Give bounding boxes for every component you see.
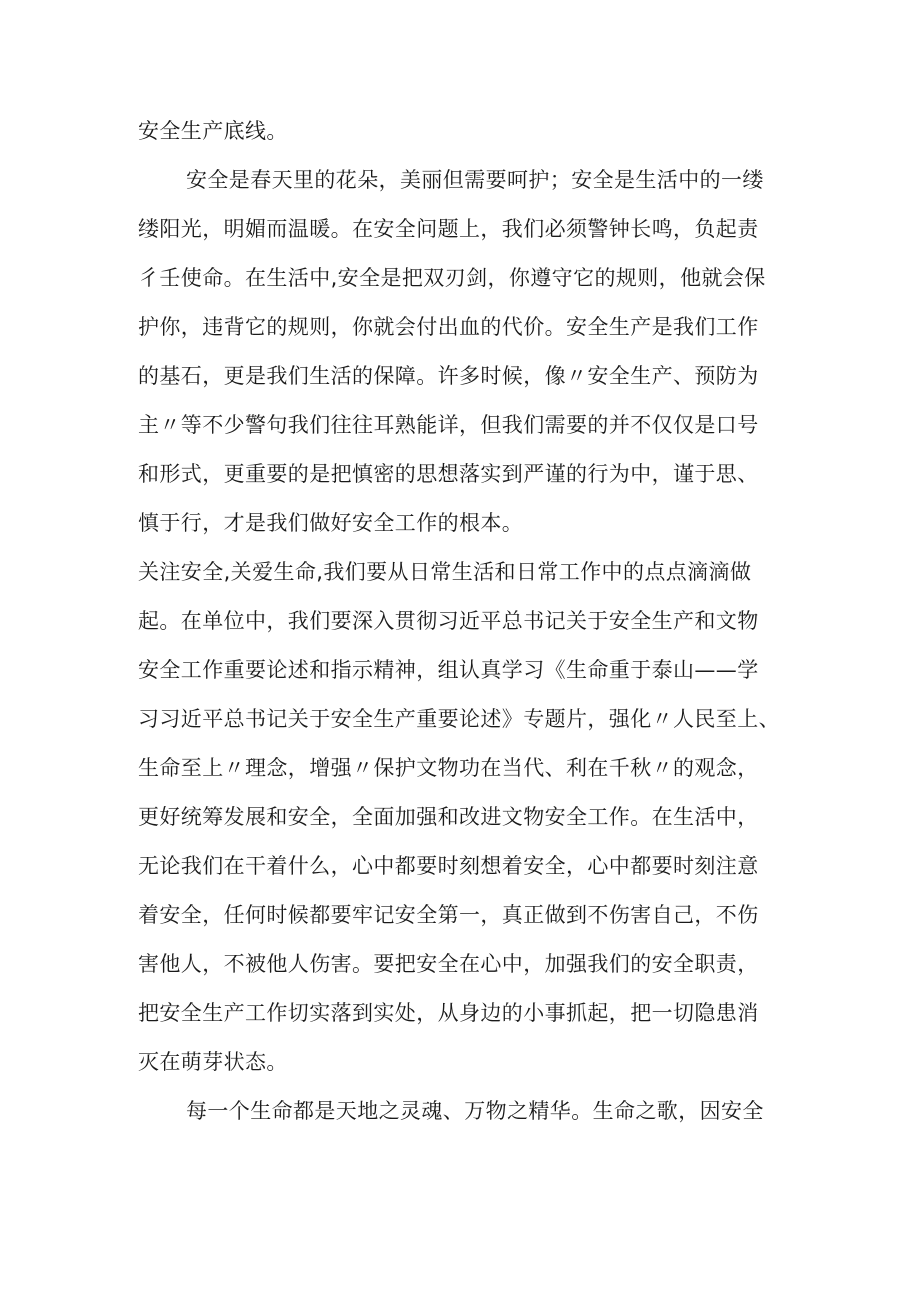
text-line: 安全工作重要论述和指示精神，组认真学习《生命重于泰山——学 <box>138 658 759 682</box>
text-line: 慎于行，才是我们做好安全工作的根本。 <box>138 511 524 535</box>
text-line: 无论我们在干着什么，心中都要时刻想着安全，心中都要时刻注意 <box>138 854 759 878</box>
text-line: 害他人，不被他人伤害。要把安全在心中，加强我们的安全职责， <box>138 952 759 976</box>
text-line: 彳壬使命。在生活中,安全是把双刃剑，你遵守它的规则，他就会保 <box>138 266 766 290</box>
text-line: 着安全，任何时候都要牢记安全第一，真正做到不伤害自己，不伤 <box>138 903 759 927</box>
text-line: 安全生产底线。 <box>138 119 288 143</box>
text-line: 缕阳光，明媚而温暖。在安全问题上，我们必须警钟长鸣，负起责 <box>138 217 759 241</box>
text-line: 习习近平总书记关于安全生产重要论述》专题片，强化〃人民至上、 <box>138 707 780 731</box>
text-line: 护你，违背它的规则，你就会付出血的代价。安全生产是我们工作 <box>138 315 759 339</box>
text-line: 起。在单位中，我们要深入贯彻习近平总书记关于安全生产和文物 <box>138 609 759 633</box>
text-line: 生命至上〃理念，增强〃保护文物功在当代、利在千秋〃的观念， <box>138 756 759 780</box>
text-line: 关注安全,关爱生命,我们要从日常生活和日常工作中的点点滴滴做 <box>138 560 752 584</box>
text-line: 灭在萌芽状态。 <box>138 1050 288 1074</box>
text-line: 主〃等不少警句我们往往耳熟能详，但我们需要的并不仅仅是口号 <box>138 413 759 437</box>
text-line: 更好统筹发展和安全，全面加强和改进文物安全工作。在生活中， <box>138 805 759 829</box>
text-line: 每一个生命都是天地之灵魂、万物之精华。生命之歌，因安全 <box>186 1099 764 1123</box>
text-line: 和形式，更重要的是把慎密的思想落实到严谨的行为中，谨于思、 <box>138 462 759 486</box>
text-line: 把安全生产工作切实落到实处，从身边的小事抓起，把一切隐患消 <box>138 1001 759 1025</box>
text-line: 的基石，更是我们生活的保障。许多时候，像〃安全生产、预防为 <box>138 364 759 388</box>
text-line: 安全是春天里的花朵，美丽但需要呵护；安全是生活中的一缕 <box>186 168 764 192</box>
